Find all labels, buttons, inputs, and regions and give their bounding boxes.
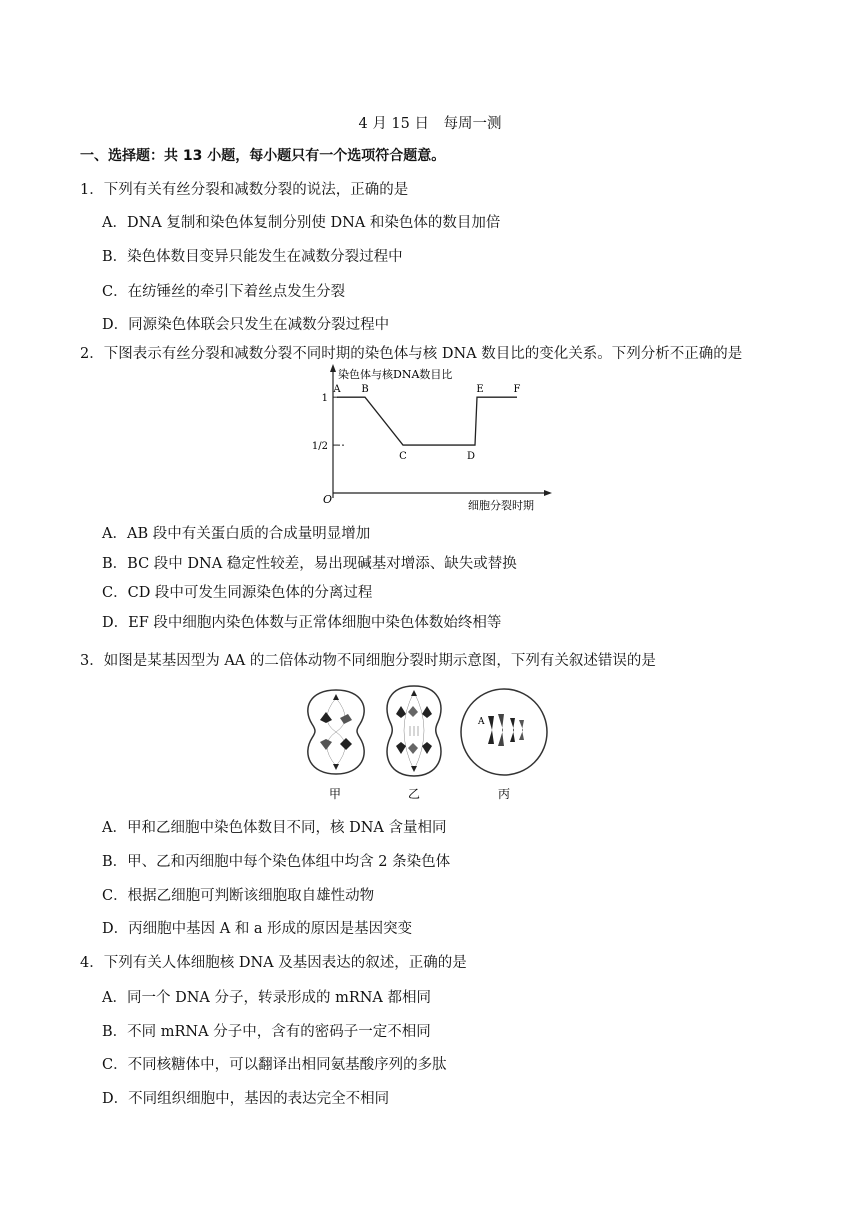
cell-label-bing: 丙 — [498, 787, 511, 801]
y-axis-title: 染色体与核DNA数目比 — [338, 368, 453, 381]
question-3-stem: 3．如图是某基因型为 AA 的二倍体动物不同细胞分裂时期示意图，下列有关叙述错误的是 — [80, 653, 656, 669]
gene-label: A — [478, 717, 485, 727]
y-tick-label: 1/2 — [311, 441, 328, 453]
question-4-stem: 4．下列有关人体细胞核 DNA 及基因表达的叙述，正确的是 — [80, 955, 467, 971]
ratio-series-line — [337, 397, 517, 445]
point-label: E — [476, 384, 484, 396]
cell-label-yi: 乙 — [408, 787, 421, 801]
question-4-option-d: D．不同组织细胞中，基因的表达完全不相同 — [102, 1091, 390, 1107]
cell-division-figure — [298, 680, 560, 804]
point-label: D — [466, 451, 476, 463]
point-label: F — [513, 384, 521, 396]
x-axis-arrow — [544, 490, 552, 496]
question-4-option-b: B．不同 mRNA 分子中，含有的密码子一定不相同 — [102, 1024, 431, 1040]
question-3-option-a: A．甲和乙细胞中染色体数目不同，核 DNA 含量相同 — [102, 820, 447, 836]
question-1-option-c: C．在纺锤丝的牵引下着丝点发生分裂 — [102, 284, 346, 300]
y-tick-label: 1 — [321, 393, 328, 405]
y-axis-arrow — [330, 364, 336, 372]
cell-jia — [308, 690, 364, 774]
point-label: C — [399, 451, 407, 463]
question-3-option-d: D．丙细胞中基因 A 和 a 形成的原因是基因突变 — [102, 921, 413, 937]
question-1-option-a: A．DNA 复制和染色体复制分别使 DNA 和染色体的数目加倍 — [102, 215, 501, 231]
question-1-option-d: D．同源染色体联会只发生在减数分裂过程中 — [102, 317, 390, 333]
question-2-option-d: D．EF 段中细胞内染色体数与正常体细胞中染色体数始终相等 — [102, 615, 502, 631]
question-2-option-b: B．BC 段中 DNA 稳定性较差，易出现碱基对增添、缺失或替换 — [102, 556, 517, 572]
x-axis-title: 细胞分裂时期 — [468, 499, 534, 512]
section-heading: 一、选择题：共 13 小题，每小题只有一个选项符合题意。 — [80, 148, 446, 164]
point-label: A — [333, 384, 341, 396]
question-4-option-a: A．同一个 DNA 分子，转录形成的 mRNA 都相同 — [102, 990, 432, 1006]
cell-bing — [461, 689, 547, 775]
cell-label-jia: 甲 — [329, 787, 342, 801]
question-2-option-c: C．CD 段中可发生同源染色体的分离过程 — [102, 585, 373, 601]
question-4-option-c: C．不同核糖体中，可以翻译出相同氨基酸序列的多肽 — [102, 1057, 447, 1073]
question-1-option-b: B．染色体数目变异只能发生在减数分裂过程中 — [102, 249, 403, 265]
question-3-option-c: C．根据乙细胞可判断该细胞取自雄性动物 — [102, 888, 375, 904]
question-2-option-a: A．AB 段中有关蛋白质的合成量明显增加 — [102, 526, 371, 542]
point-label: B — [361, 384, 369, 396]
question-3-option-b: B．甲、乙和丙细胞中每个染色体组中均含 2 条染色体 — [102, 854, 451, 870]
question-2-stem: 2．下图表示有丝分裂和减数分裂不同时期的染色体与核 DNA 数目比的变化关系。下列分析不正确的是 — [80, 346, 743, 362]
origin-label: O — [323, 493, 333, 506]
ratio-chart — [300, 362, 560, 514]
question-1-stem: 1．下列有关有丝分裂和减数分裂的说法，正确的是 — [80, 182, 409, 198]
page-title: 4 月 15 日 每周一测 — [358, 116, 502, 132]
